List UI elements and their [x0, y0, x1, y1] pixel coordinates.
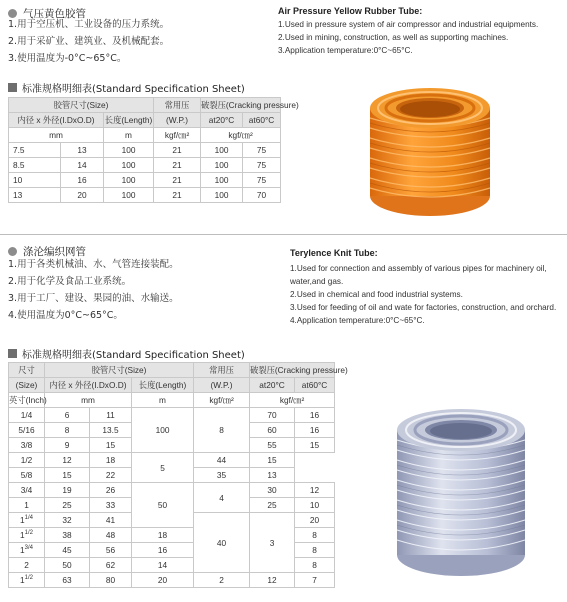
at20-cell: 16: [132, 543, 194, 558]
wp-cell: 8: [194, 408, 250, 453]
at20-cell: 20: [295, 513, 335, 528]
at60-cell: 15: [295, 438, 335, 453]
wp-cell: 5: [132, 453, 194, 483]
section2-en-title: Terylence Knit Tube:: [290, 248, 378, 258]
inch-cell: $1^{3/4}$: [9, 543, 45, 558]
section1-en-list: 1.Used in pressure system of air compressor and industrial equipments. 2.Used in mining, construction, as well as supporting machines. 3.Application temperature:0°C~65°C.: [278, 20, 539, 55]
inch-cell: 1/2: [9, 453, 45, 468]
section1-heading: 气压黄色胶管: [8, 6, 86, 21]
id-cell: 6: [45, 408, 90, 423]
table-row: 8.5 14 100 21 100 75: [9, 158, 281, 173]
at20-cell: 44: [194, 453, 250, 468]
table-row: [9, 453, 335, 468]
od-cell: 26: [90, 483, 132, 498]
id-cell: 38: [45, 528, 90, 543]
wp-cell: 3: [250, 513, 295, 573]
at20-cell: 12: [250, 573, 295, 588]
id-cell: 25: [45, 498, 90, 513]
at20-cell: 55: [250, 438, 295, 453]
od-cell: 48: [90, 528, 132, 543]
section2-table-body: [9, 408, 335, 588]
id-cell: 50: [45, 558, 90, 573]
table-row: [9, 573, 335, 588]
wp-cell: 2: [194, 573, 250, 588]
length-cell: 20: [132, 573, 194, 588]
square-bullet-icon: [8, 83, 17, 92]
inch-cell: 5/16: [9, 423, 45, 438]
inch-cell: $1^{1/2}$: [9, 528, 45, 543]
inch-cell: 3/4: [9, 483, 45, 498]
section1-en-title: Air Pressure Yellow Rubber Tube:: [278, 6, 423, 16]
table-header-row: 胶管尺寸(Size) 常用压 破裂压(Cracking pressure): [9, 98, 281, 113]
id-cell: 19: [45, 483, 90, 498]
od-cell: 13.5: [90, 423, 132, 438]
at60-cell: 15: [250, 453, 295, 468]
id-cell: 8: [45, 423, 90, 438]
table-row: 10 16 100 21 100 75: [9, 173, 281, 188]
inch-cell: 2: [9, 558, 45, 573]
table-row: [9, 483, 335, 498]
section2-heading: 涤沦编织网管: [8, 244, 86, 259]
wp-cell: 4: [194, 483, 250, 513]
table-unit-row: 英寸(Inch) mm m kgf/㎝² kgf/㎝²: [9, 393, 335, 408]
table-header-row: 尺寸 胶管尺寸(Size) 常用压 破裂压(Cracking pressure): [9, 363, 335, 378]
at20-cell: 35: [194, 468, 250, 483]
table-unit-row: mm m kgf/㎝² kgf/㎝²: [9, 128, 281, 143]
inch-cell: $1^{1/4}$: [9, 513, 45, 528]
id-cell: 45: [45, 543, 90, 558]
od-cell: 41: [90, 513, 132, 528]
clear-hose-coil-image: [388, 400, 534, 580]
section2-spec-table: [8, 362, 348, 588]
id-cell: 63: [45, 573, 90, 588]
od-cell: 80: [90, 573, 132, 588]
at20-cell: 25: [250, 498, 295, 513]
inch-cell: 1: [9, 498, 45, 513]
at60-cell: 8: [295, 543, 335, 558]
at60-cell: 8: [295, 558, 335, 573]
at60-cell: 10: [295, 498, 335, 513]
id-cell: 12: [45, 453, 90, 468]
section2-en-list: 1.Used for connection and assembly of various pipes for machinery oil, water,and gas. 2.Used in chemical and food industrial systems. 3.Used for feeding of oil and wate for factories, construction, and orchard. 4.Application temperature:0°C~65°C.: [290, 264, 557, 325]
od-cell: 62: [90, 558, 132, 573]
id-cell: 9: [45, 438, 90, 453]
od-cell: 56: [90, 543, 132, 558]
table-row: 13 20 100 21 100 70: [9, 188, 281, 203]
inch-cell: 5/8: [9, 468, 45, 483]
section-divider: [0, 234, 567, 235]
length-cell: 50: [132, 483, 194, 528]
at60-cell: 16: [295, 408, 335, 423]
at20-cell: 14: [132, 558, 194, 573]
orange-hose-coil-image: [360, 78, 500, 220]
bullet-dot-icon: [8, 247, 17, 256]
at60-cell: 8: [295, 528, 335, 543]
inch-cell: 1/4: [9, 408, 45, 423]
od-cell: 18: [90, 453, 132, 468]
od-cell: 33: [90, 498, 132, 513]
at20-cell: 70: [250, 408, 295, 423]
length-cell: 40: [194, 513, 250, 573]
square-bullet-icon: [8, 349, 17, 358]
at20-cell: 18: [132, 528, 194, 543]
at60-cell: 12: [295, 483, 335, 498]
inch-cell: 3/8: [9, 438, 45, 453]
at60-cell: 13: [250, 468, 295, 483]
at60-cell: 16: [295, 423, 335, 438]
od-cell: 15: [90, 438, 132, 453]
at60-cell: 7: [295, 573, 335, 588]
section1-spec-heading: 标准规格明细表(Standard Specification Sheet): [8, 80, 245, 95]
od-cell: 11: [90, 408, 132, 423]
id-cell: 15: [45, 468, 90, 483]
section2-cn-list: 1.用于各类机械油、水、气管连接装配。 2.用于化学及食品工业系统。 3.用于工厂、建设、果园的油、水输送。 4.使用温度为0°C~65°C。: [8, 259, 179, 321]
length-cell: 100: [132, 408, 194, 453]
table-header-row: 内径 x 外径(I.DxO.D) 长度(Length) (W.P.) at20°C at60°C: [9, 113, 281, 128]
section1-cn-list: 1.用于空压机、工业设备的压力系统。 2.用于采矿业、建筑业、及机械配套。 3.使用温度为-0°C~65°C。: [8, 19, 170, 64]
section2-spec-heading: 标准规格明细表(Standard Specification Sheet): [8, 346, 245, 361]
id-cell: 32: [45, 513, 90, 528]
table-row: [9, 408, 335, 423]
od-cell: 22: [90, 468, 132, 483]
inch-cell: $1^{1/2}$: [9, 573, 45, 588]
section1-spec-table: [8, 97, 299, 203]
table-row: 7.5 13 100 21 100 75: [9, 143, 281, 158]
at20-cell: 30: [250, 483, 295, 498]
table-header-row: (Size) 内径 x 外径(I.DxO.D) 长度(Length) (W.P.) at20°C at60°C: [9, 378, 335, 393]
at20-cell: 60: [250, 423, 295, 438]
